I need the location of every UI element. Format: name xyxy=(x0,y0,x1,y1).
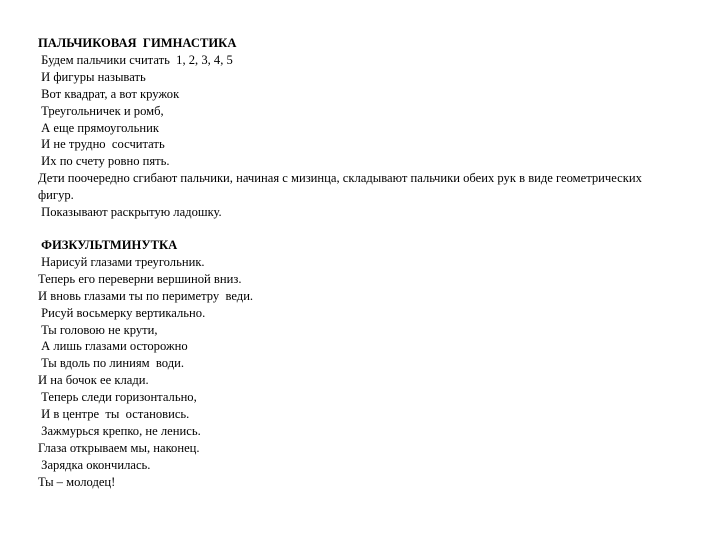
poem-line: И на бочок ее клади. xyxy=(38,373,149,388)
poem-line: И фигуры называть xyxy=(38,69,146,84)
poem-line: И в центре ты остановись. xyxy=(38,407,190,422)
poem-line: Ты – молодец! xyxy=(38,474,116,489)
final-instruction: Показывают раскрытую ладошку. xyxy=(38,205,222,220)
poem-line: Теперь следи горизонтально, xyxy=(38,390,197,405)
poem-line: Нарисуй глазами треугольник. xyxy=(38,254,205,269)
poem-line: И вновь глазами ты по периметру веди. xyxy=(38,288,254,303)
poem-line: А еще прямоугольник xyxy=(38,120,159,135)
poem-line: Треугольничек и ромб, xyxy=(38,103,164,118)
poem-line: Зарядка окончилась. xyxy=(38,457,151,472)
poem-line: Их по счету ровно пять. xyxy=(38,154,170,169)
poem-line: И не трудно сосчитать xyxy=(38,137,165,152)
poem-line: А лишь глазами осторожно xyxy=(38,339,188,354)
document-body xyxy=(38,35,678,491)
poem-line: Зажмурься крепко, не ленись. xyxy=(38,423,201,438)
poem-line: Ты вдоль по линиям води. xyxy=(38,356,185,371)
finger-gymnastics-title: ПАЛЬЧИКОВАЯ ГИМНАСТИКА xyxy=(38,36,237,50)
section-gap xyxy=(38,221,678,237)
instruction-text: Дети поочередно сгибают пальчики, начиная с мизинца, складывают пальчики обеих рук в виде геометрических фигур. xyxy=(38,171,642,203)
poem-line: Ты головою не крути, xyxy=(38,322,158,337)
poem-line: Вот квадрат, а вот кружок xyxy=(38,86,180,101)
poem-line: Будем пальчики считать 1, 2, 3, 4, 5 xyxy=(38,52,233,67)
poem-line: Глаза открываем мы, наконец. xyxy=(38,440,200,455)
poem-line: Рисуй восьмерку вертикально. xyxy=(38,305,206,320)
physical-break-title: ФИЗКУЛЬТМИНУТКА xyxy=(38,237,178,252)
poem-line: Теперь его переверни вершиной вниз. xyxy=(38,271,242,286)
